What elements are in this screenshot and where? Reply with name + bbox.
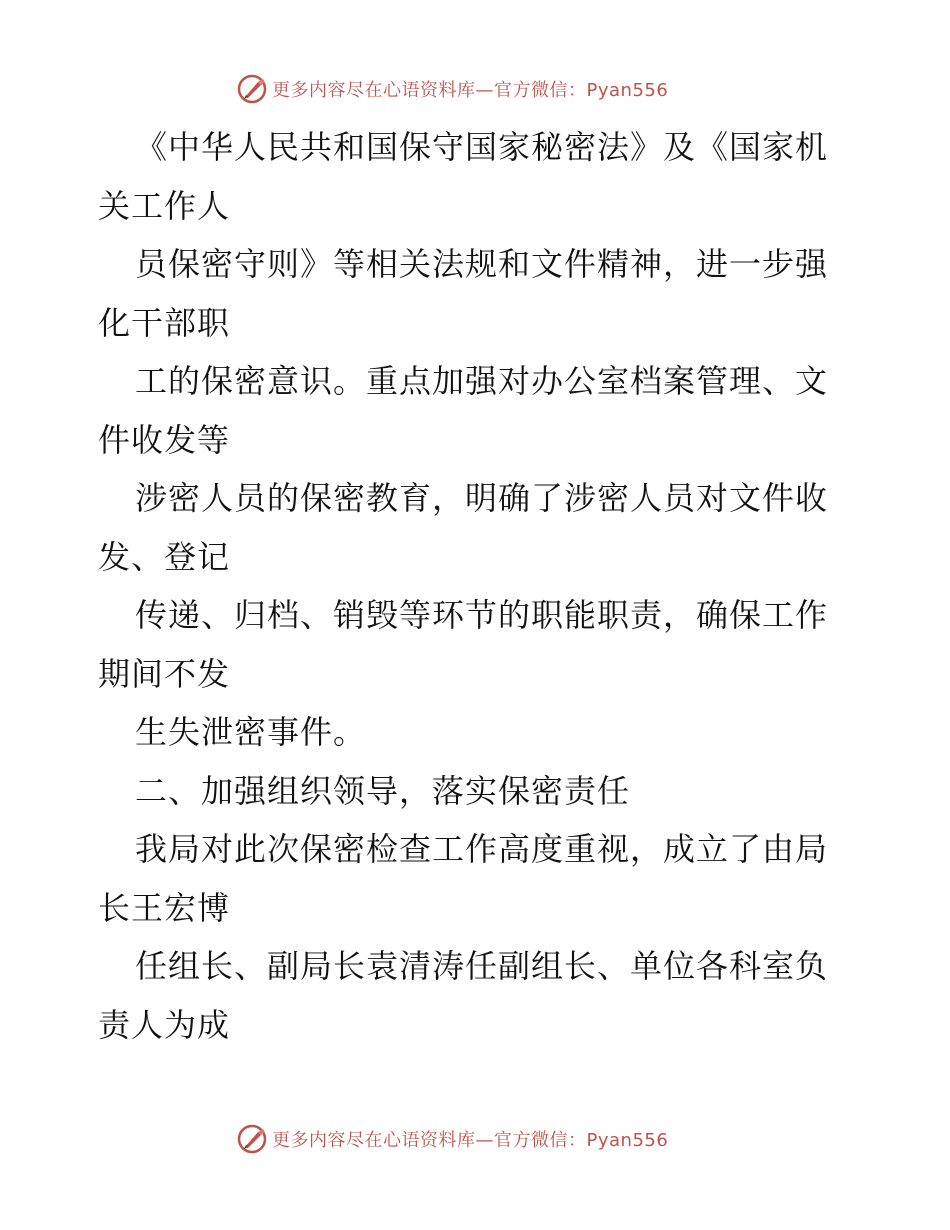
header-banner-text: 更多内容尽在心语资料库—官方微信：Pyan556 bbox=[272, 80, 669, 101]
text-line: 《中华人民共和国保守国家秘密法》及《国家机 bbox=[135, 128, 829, 166]
text-line: 发、登记 bbox=[98, 537, 231, 576]
text-line: 长王宏博 bbox=[98, 888, 231, 927]
text-line: 员保密守则》等相关法规和文件精神，进一步强 bbox=[135, 245, 829, 283]
header-banner bbox=[236, 72, 668, 106]
footer-banner bbox=[236, 1122, 668, 1156]
section-heading: 二、加强组织领导，落实保密责任 bbox=[135, 771, 631, 810]
text-line: 任组长、副局长袁清涛任副组长、单位各科室负 bbox=[135, 947, 829, 985]
quill-pen-logo-icon bbox=[236, 1123, 268, 1155]
text-line: 化干部职 bbox=[98, 303, 231, 342]
text-line: 关工作人 bbox=[98, 186, 231, 225]
text-line: 我局对此次保密检查工作高度重视，成立了由局 bbox=[135, 830, 829, 868]
text-line: 工的保密意识。重点加强对办公室档案管理、文 bbox=[135, 362, 829, 400]
document-body bbox=[98, 118, 858, 1054]
text-line: 责人为成 bbox=[98, 1005, 231, 1044]
footer-banner-text: 更多内容尽在心语资料库—官方微信：Pyan556 bbox=[272, 1130, 669, 1151]
text-line: 件收发等 bbox=[98, 420, 231, 459]
text-line: 期间不发 bbox=[98, 654, 231, 693]
quill-pen-logo-icon bbox=[236, 73, 268, 105]
text-line: 生失泄密事件。 bbox=[135, 713, 367, 751]
text-line: 涉密人员的保密教育，明确了涉密人员对文件收 bbox=[135, 479, 829, 517]
text-line: 传递、归档、销毁等环节的职能职责，确保工作 bbox=[135, 596, 829, 634]
